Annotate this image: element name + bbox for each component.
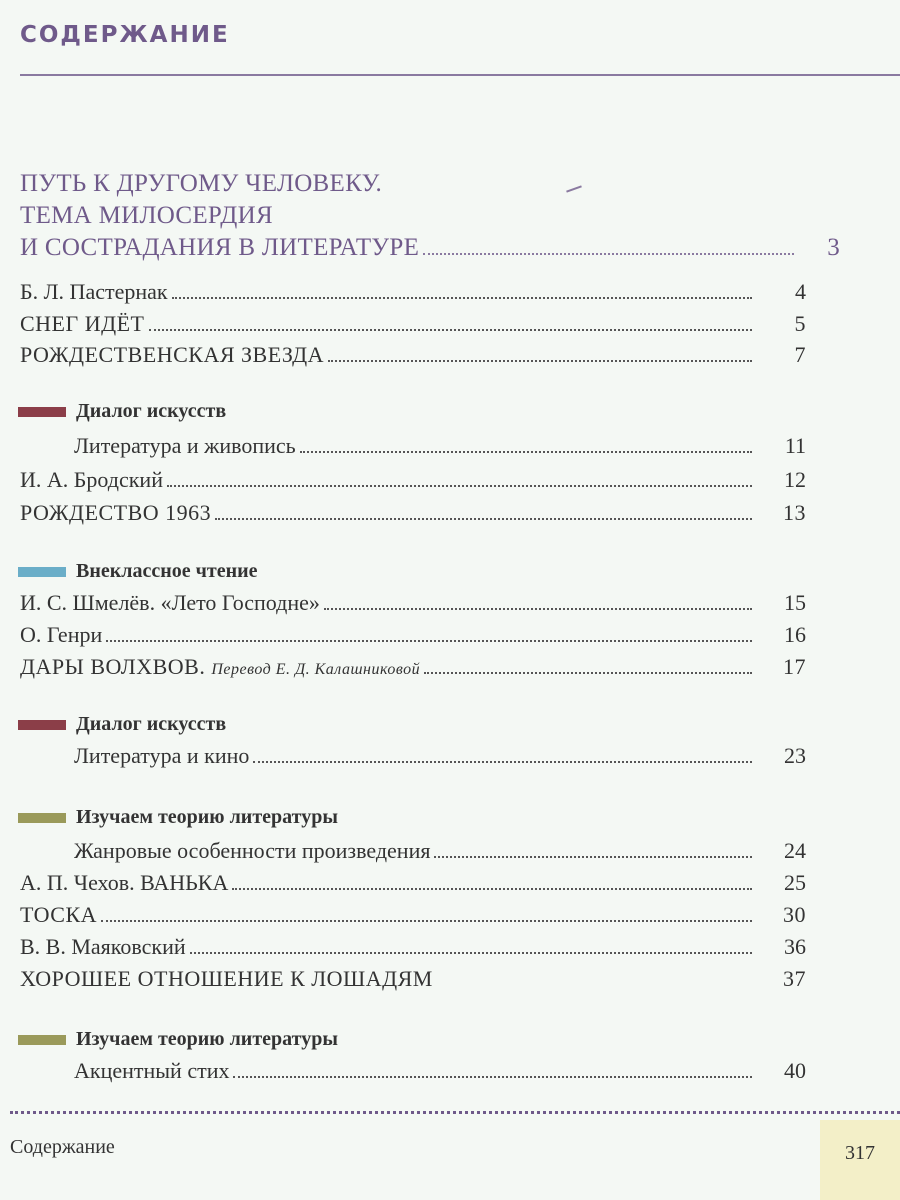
toc-entry-page: 4 xyxy=(795,279,806,304)
toc-entry-page: 16 xyxy=(784,622,806,647)
page-number: 317 xyxy=(845,1142,875,1164)
toc-entry-title-text: ДАРЫ ВОЛХВОВ. xyxy=(20,654,206,679)
toc-entry-page: 7 xyxy=(794,342,806,367)
toc-entry-title: РОЖДЕСТВЕНСКАЯ ЗВЕЗДА xyxy=(20,342,324,367)
toc-entry-page: 30 xyxy=(783,902,806,927)
rubric-label: Диалог искусств xyxy=(76,400,227,422)
rubric-color-marker xyxy=(18,1035,66,1045)
toc-entry xyxy=(74,1057,806,1085)
toc-entry-page: 11 xyxy=(784,433,806,458)
toc-entry xyxy=(74,742,806,770)
toc-entry xyxy=(20,341,806,369)
toc-entry-title: ХОРОШЕЕ ОТНОШЕНИЕ К ЛОШАДЯМ xyxy=(20,966,433,991)
toc-entry-title: И. С. Шмелёв. «Лето Господне» xyxy=(20,590,320,615)
toc-entry xyxy=(20,653,806,684)
dot-leader xyxy=(253,761,752,763)
rubric-label: Изучаем теорию литературы xyxy=(76,1028,338,1050)
toc-entry xyxy=(20,901,806,929)
toc-entry xyxy=(20,965,806,993)
toc-entry-title: СНЕГ ИДЁТ xyxy=(20,311,145,336)
dot-leader xyxy=(300,451,752,453)
toc-entry-title: О. Генри xyxy=(20,622,103,647)
dot-leader xyxy=(233,1076,752,1078)
toc-entry-title: ТОСКА xyxy=(20,902,98,927)
toc-entry-title: Акцентный стих xyxy=(74,1058,230,1083)
dot-leader xyxy=(167,485,752,487)
toc-entry-page: 40 xyxy=(784,1058,806,1083)
section-page-number: 3 xyxy=(827,234,840,261)
rubric-heading xyxy=(18,400,226,423)
toc-entry-title xyxy=(20,653,420,684)
dot-leader xyxy=(328,360,752,362)
toc-entry-page: 17 xyxy=(783,654,806,679)
toc-entry xyxy=(20,466,806,494)
toc-entry-title: В. В. Маяковский xyxy=(20,934,186,959)
section-title-line-2: ТЕМА МИЛОСЕРДИЯ xyxy=(20,202,273,229)
toc-entry-title: Литература и живопись xyxy=(74,433,296,458)
dot-leader xyxy=(172,297,752,299)
page-header-title: СОДЕРЖАНИЕ xyxy=(20,22,230,48)
toc-entry xyxy=(20,869,806,897)
section-title xyxy=(20,168,840,264)
rubric-color-marker xyxy=(18,813,66,823)
toc-entry xyxy=(20,310,806,338)
dot-leader xyxy=(424,672,752,674)
header-rule xyxy=(20,74,900,76)
dot-leader xyxy=(437,984,752,986)
toc-entry-page: 15 xyxy=(784,590,806,615)
toc-entry-page: 25 xyxy=(784,870,806,895)
dot-leader xyxy=(106,640,752,642)
rubric-label: Внеклассное чтение xyxy=(76,560,258,582)
toc-entry-title: И. А. Бродский xyxy=(20,467,163,492)
rubric-color-marker xyxy=(18,567,66,577)
toc-entry-page: 23 xyxy=(784,743,806,768)
dot-leader xyxy=(434,856,752,858)
rubric-label: Изучаем теорию литературы xyxy=(76,806,338,828)
rubric-label: Диалог искусств xyxy=(76,713,227,735)
toc-entry xyxy=(20,621,806,649)
translator-note: Перевод Е. Д. Калашниковой xyxy=(211,661,421,678)
toc-entry-title: Б. Л. Пастернак xyxy=(20,279,168,304)
toc-entry-page: 36 xyxy=(784,934,806,959)
dot-leader xyxy=(324,608,752,610)
dot-leader xyxy=(423,253,794,255)
toc-entry xyxy=(20,933,806,961)
rubric-heading xyxy=(18,1028,338,1051)
dot-leader xyxy=(190,952,752,954)
toc-entry xyxy=(74,432,806,460)
toc-entry xyxy=(74,837,806,865)
dot-leader xyxy=(232,888,752,890)
toc-entry-page: 12 xyxy=(784,467,806,492)
toc-entry-page: 24 xyxy=(784,838,806,863)
section-title-line-3-text: И СОСТРАДАНИЯ В ЛИТЕРАТУРЕ xyxy=(20,234,420,261)
rubric-heading xyxy=(18,713,226,736)
footer-rule xyxy=(10,1111,900,1114)
toc-entry-page: 5 xyxy=(794,311,806,336)
toc-entry xyxy=(20,589,806,617)
rubric-heading xyxy=(18,806,338,829)
dot-leader xyxy=(149,329,753,331)
rubric-heading xyxy=(18,560,258,583)
section-title-line-1: ПУТЬ К ДРУГОМУ ЧЕЛОВЕКУ. xyxy=(20,170,383,197)
toc-entry-page: 37 xyxy=(783,966,806,991)
rubric-color-marker xyxy=(18,407,66,417)
dot-leader xyxy=(101,920,752,922)
toc-entry-title: А. П. Чехов. ВАНЬКА xyxy=(20,870,229,895)
toc-entry-title: Литература и кино xyxy=(74,743,250,768)
toc-entry xyxy=(20,499,806,527)
rubric-color-marker xyxy=(18,720,66,730)
footer-label: Содержание xyxy=(10,1136,115,1158)
section-title-line-3 xyxy=(20,232,840,264)
toc-entry-title: Жанровые особенности произведения xyxy=(74,838,431,863)
toc-entry xyxy=(20,278,806,306)
toc-entry-page: 13 xyxy=(783,500,806,525)
toc-entry-title: РОЖДЕСТВО 1963 xyxy=(20,500,212,525)
dot-leader xyxy=(215,518,752,520)
